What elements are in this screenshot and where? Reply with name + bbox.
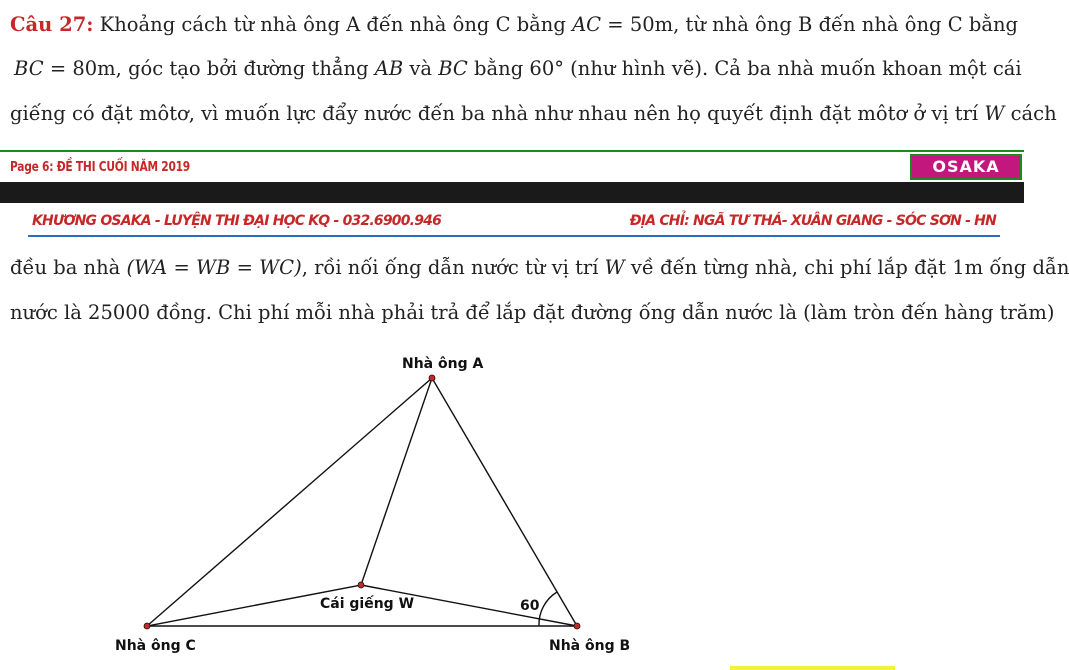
header-left-text: KHƯƠNG OSAKA - LUYỆN THI ĐẠI HỌC KQ - 032.6900.946 xyxy=(32,213,442,229)
page-header-band xyxy=(0,150,1024,182)
question-line-2: BC = 80m, góc tạo bởi đường thẳng AB và BC bằng 60° (như hình vẽ). Cả ba nhà muốn khoan một cái xyxy=(14,57,1022,80)
question-line-3: giếng có đặt môtơ, vì muốn lực đẩy nước đến ba nhà như nhau nên họ quyết định đặt môtơ ở vị trí W cách xyxy=(10,102,1057,125)
point-b xyxy=(574,623,580,629)
label-c: Nhà ông C xyxy=(115,638,196,654)
triangle-diagram xyxy=(100,345,660,665)
label-b: Nhà ông B xyxy=(549,638,631,654)
page-label: Page 6: ĐỀ THI CUỐI NĂM 2019 xyxy=(10,160,190,175)
question-line-4: đều ba nhà (WA = WB = WC), rồi nối ống dẫn nước từ vị trí W về đến từng nhà, chi phí lắp đặt 1m ống dẫn xyxy=(10,256,1069,279)
angle-label: 60 xyxy=(520,598,540,614)
question-line-1: Câu 27: Khoảng cách từ nhà ông A đến nhà ông C bằng AC = 50m, từ nhà ông B đến nhà ông C bằng xyxy=(10,13,1018,36)
segment-ab xyxy=(432,378,577,626)
point-c xyxy=(144,623,150,629)
triangle-figure xyxy=(100,345,660,665)
header-divider-bar xyxy=(0,182,1024,203)
label-w: Cái giếng W xyxy=(320,596,415,612)
header-right-text: ĐỊA CHỈ: NGÃ TƯ THÁ- XUÂN GIANG - SÓC SƠN - HN xyxy=(629,213,996,229)
highlight-mark xyxy=(730,666,895,670)
question-number: Câu 27: xyxy=(10,13,94,36)
question-line-5: nước là 25000 đồng. Chi phí mỗi nhà phải trả để lắp đặt đường ống dẫn nước là (làm tròn đến hàng trăm) xyxy=(10,301,1055,324)
osaka-badge: OSAKA xyxy=(910,154,1022,180)
point-w xyxy=(358,582,364,588)
point-a xyxy=(429,375,435,381)
running-header xyxy=(28,211,1000,237)
label-a: Nhà ông A xyxy=(402,356,484,372)
